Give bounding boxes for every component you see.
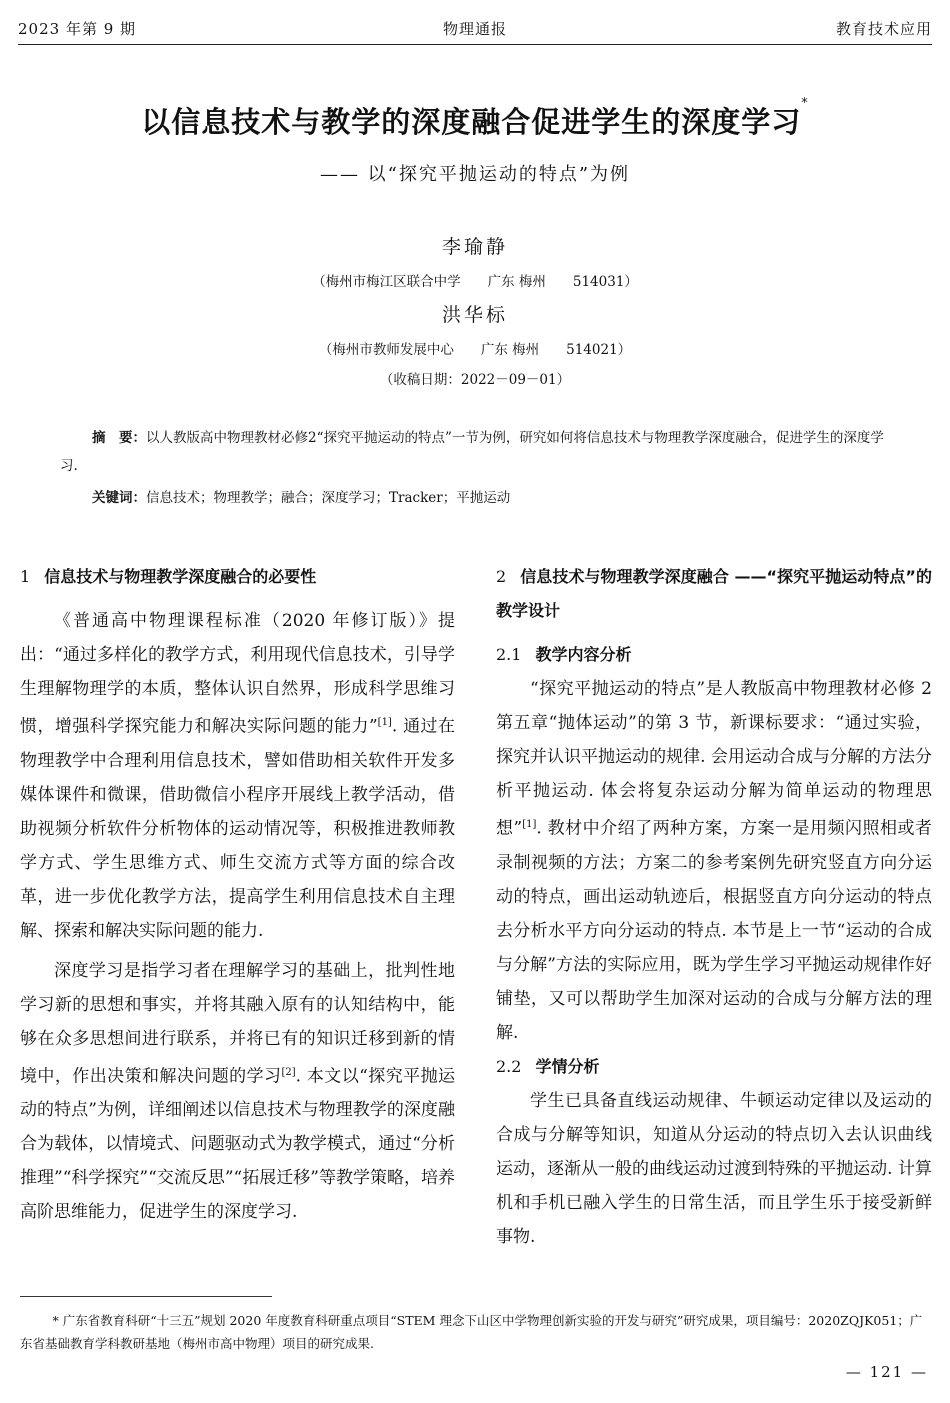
paragraph: 学生已具备直线运动规律、牛顿运动定律以及运动的合成与分解等知识，知道从分运动的特点切入去认识曲线运动，逐渐从一般的曲线运动过渡到特殊的平抛运动. 计算机和手机已融入学生的日常生活，而且学生乐于接受新鲜事物. (496, 1090, 932, 1247)
right-column (496, 560, 932, 1254)
subsection-number: 2.2 (496, 1056, 522, 1076)
section-number: 2 (496, 567, 507, 586)
citation: [1] (377, 717, 392, 728)
section-title: 信息技术与物理教学深度融合 ——“探究平抛运动特点”的教学设计 (496, 567, 932, 620)
journal-issue: 2023 年第 9 期 (18, 20, 137, 38)
keywords (60, 484, 890, 512)
author-affiliation: （梅州市梅江区联合中学 广东 梅州 514031） (312, 274, 638, 290)
section-heading (20, 560, 455, 594)
abstract-label: 摘 要： (92, 430, 146, 446)
subsection-heading (496, 638, 932, 672)
author-name: 洪华标 (441, 304, 508, 326)
left-column (20, 560, 455, 1229)
title-text: 以信息技术与教学的深度融合促进学生的深度学习 (141, 105, 802, 139)
citation: [2] (281, 1066, 296, 1078)
author-affiliation: （梅州市教师发展中心 广东 梅州 514021） (318, 342, 632, 358)
section-heading (496, 560, 932, 628)
received-date: （收稿日期：2022－09－01） (379, 372, 571, 388)
running-header (18, 14, 932, 44)
paragraph: 《普通高中物理课程标准（2020 年修订版）》提出：“通过多样化的教学方式，利用现代信息技术，引导学生理解物理学的本质，整体认识自然界，形成科学思维习惯，增强科学探究能力和解决实际问题的能力”[1]. 通过在物理教学中合理利用信息技术，譬如借助相关软件开发多媒体课件和微课，借助微信小程序开展线上教学活动，借助视频分析软件分析物体的运动情况等，积极推进教师教学方式、学生思维方式、师生交流方式等方面的综合改革，进一步优化教学方法，提高学生利用信息技术自主理解、探索和解决实际问题的能力. (20, 611, 455, 941)
subsection-title: 教学内容分析 (535, 645, 632, 664)
article-title (0, 96, 950, 141)
citation: [1] (522, 819, 537, 830)
section-number: 1 (20, 567, 31, 586)
abstract (60, 424, 890, 480)
title-footnote-mark: * (801, 96, 809, 111)
page-number: — 121 — (845, 1363, 928, 1381)
column-name: 教育技术应用 (835, 20, 932, 38)
abstract-text: 以人教版高中物理教材必修2“探究平抛运动的特点”一节为例，研究如何将信息技术与物理教学深度融合，促进学生的深度学习. (60, 430, 884, 474)
footnote: * 广东省教育科研“十三五”规划 2020 年度教育科研重点项目“STEM 理念下山区中学物理创新实验的开发与研究”研究成果，项目编号：2020ZQJK051；广东省基础教育学科教研基地（梅州市高中物理）项目的研究成果. (20, 1313, 923, 1351)
subsection-number: 2.1 (496, 645, 522, 664)
section-title: 信息技术与物理教学深度融合的必要性 (44, 567, 317, 586)
subsection-heading (496, 1050, 932, 1084)
article-subtitle: —— 以“探究平抛运动的特点”为例 (319, 164, 631, 185)
subsection-title: 学情分析 (535, 1056, 600, 1076)
paragraph: 深度学习是指学习者在理解学习的基础上，批判性地学习新的思想和事实，并将其融入原有的认知结构中，能够在众多思想间进行联系，并将已有的知识迁移到新的情境中，作出决策和解决问题的学习[2]. 本文以“探究平抛运动的特点”为例，详细阐述以信息技术与物理教学的深度融合为载体，以情境式、问题驱动式为教学模式，通过“分析推理”“科学探究”“交流反思”“拓展迁移”等教学策略，培养高阶思维能力，促进学生的深度学习. (20, 960, 456, 1223)
header-rule (18, 44, 932, 45)
keywords-label: 关键词： (92, 490, 146, 506)
paragraph: “探究平抛运动的特点”是人教版高中物理教材必修 2 第五章“抛体运动”的第 3 节，新课标要求：“通过实验，探究并认识平抛运动的规律. 会用运动合成与分解的方法分析平抛运动. 体会将复杂运动分解为简单运动的物理思想”[1]. 教材中介绍了两种方案，方案一是用频闪照相或者录制视频的方法；方案二的参考案例先研究竖直方向分运动的特点，画出运动轨迹后，根据竖直方向分运动的特点去分析水平方向分运动的特点. 本节是上一节“运动的合成与分解”方法的实际应用，既为学生学习平抛运动规律作好铺垫，又可以帮助学生加深对运动的合成与分解方法的理解. (496, 679, 932, 1043)
author-name: 李瑜静 (441, 236, 508, 258)
footnote-rule (20, 1296, 272, 1297)
keywords-text: 信息技术；物理教学；融合；深度学习；Tracker；平抛运动 (146, 490, 511, 506)
journal-name: 物理通报 (442, 20, 507, 38)
